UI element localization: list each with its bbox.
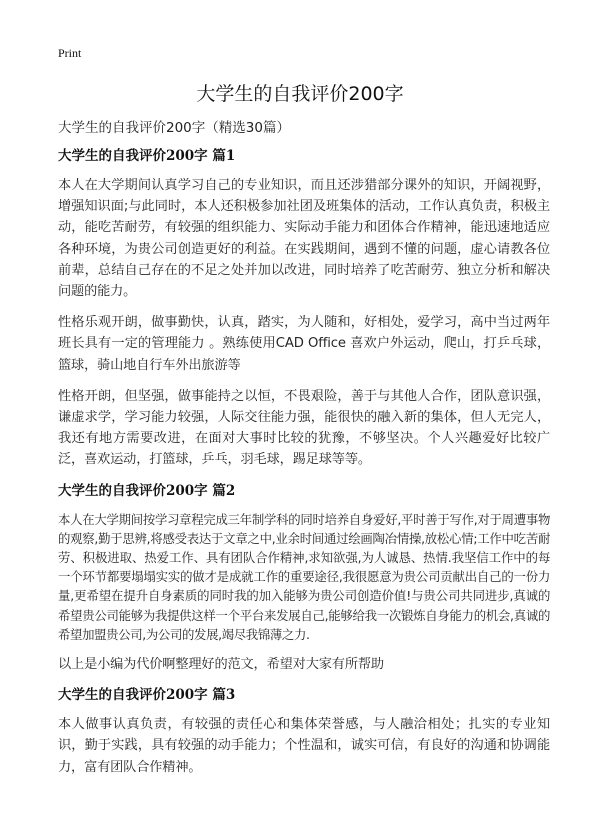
paragraph: 本人在大学期间认真学习自己的专业知识，而且还涉猎部分课外的知识，开阔视野，增强知识面;与此同时，本人还积极参加社团及班集体的活动，工作认真负责，积极主动，能吃苦耐劳，有较强的组织能力、实际动手能力和团体合作精神，能迅速地适应各种环境，为贵公司创造更好的利益。在实践期间，遇到不懂的问题，虚心请教各位前辈，总结自己存在的不足之处并加以改进，同时培养了吃苦耐劳、独立分析和解决问题的能力。 xyxy=(58,178,550,300)
paragraph: 本人在大学期间按学习章程完成三年制学科的同时培养自身爱好,平时善于写作,对于周遭事物的观察,勤于思辨,将感受表达于文章之中,业余时间通过绘画陶冶情操,放松心情;工作中吃苦耐劳、积极进取、热爱工作、具有团队合作精神,求知欲强,为人诚恳、热情.我坚信工作中的每一个环节都要塌塌实实的做才是成就工作的重要途径,我很愿意为贵公司贡献出自己的一份力量,更希望在提升自身素质的同时我的加入能够为贵公司创造价值!与贵公司共同进步,真诚的希望贵公司能够为我提供这样一个平台来发展自己,能够给我一次锻炼自身能力的机会,真诚的希望加盟贵公司,为公司的发展,竭尽我锦薄之力. xyxy=(58,511,550,642)
section-heading: 大学生的自我评价200字 篇1 xyxy=(58,148,236,164)
page-title: 大学生的自我评价200字 xyxy=(196,83,404,105)
section-heading: 大学生的自我评价200字 篇2 xyxy=(58,482,236,499)
article-body xyxy=(58,118,550,788)
paragraph: 性格开朗，但坚强，做事能持之以恒，不畏艰险，善于与其他人合作，团队意识强，谦虚求学，学习能力较强，人际交往能力强，能很快的融入新的集体，但人无完人，我还有地方需要改进，在面对大事时比较的犹豫，不够坚决。个人兴趣爱好比较广泛，喜欢运动，打篮球，乒乓，羽毛球，踢足球等等。 xyxy=(58,388,550,468)
paragraph: 本人做事认真负责，有较强的责任心和集体荣誉感，与人融洽相处；扎实的专业知识，勤于实践，具有较强的动手能力；个性温和，诚实可信，有良好的沟通和协调能力，富有团队合作精神。 xyxy=(58,717,550,775)
section-1 xyxy=(58,146,550,471)
section-heading: 大学生的自我评价200字 篇3 xyxy=(58,687,236,704)
print-link[interactable]: Print xyxy=(58,46,82,60)
paragraph: 以上是小编为代价啊整理好的范文，希望对大家有所帮助 xyxy=(58,657,384,673)
section-2 xyxy=(58,481,550,676)
article-subtitle: 大学生的自我评价200字（精选30篇） xyxy=(58,120,290,136)
section-3 xyxy=(58,685,550,778)
paragraph: 性格乐观开朗，做事勤快，认真，踏实，为人随和，好相处，爱学习，高中当过两年班长具有一定的管理能力 。熟练使用CAD Office 喜欢户外运动，爬山，打乒乓球，篮球，骑山地自行车外出旅游等 xyxy=(58,315,550,373)
